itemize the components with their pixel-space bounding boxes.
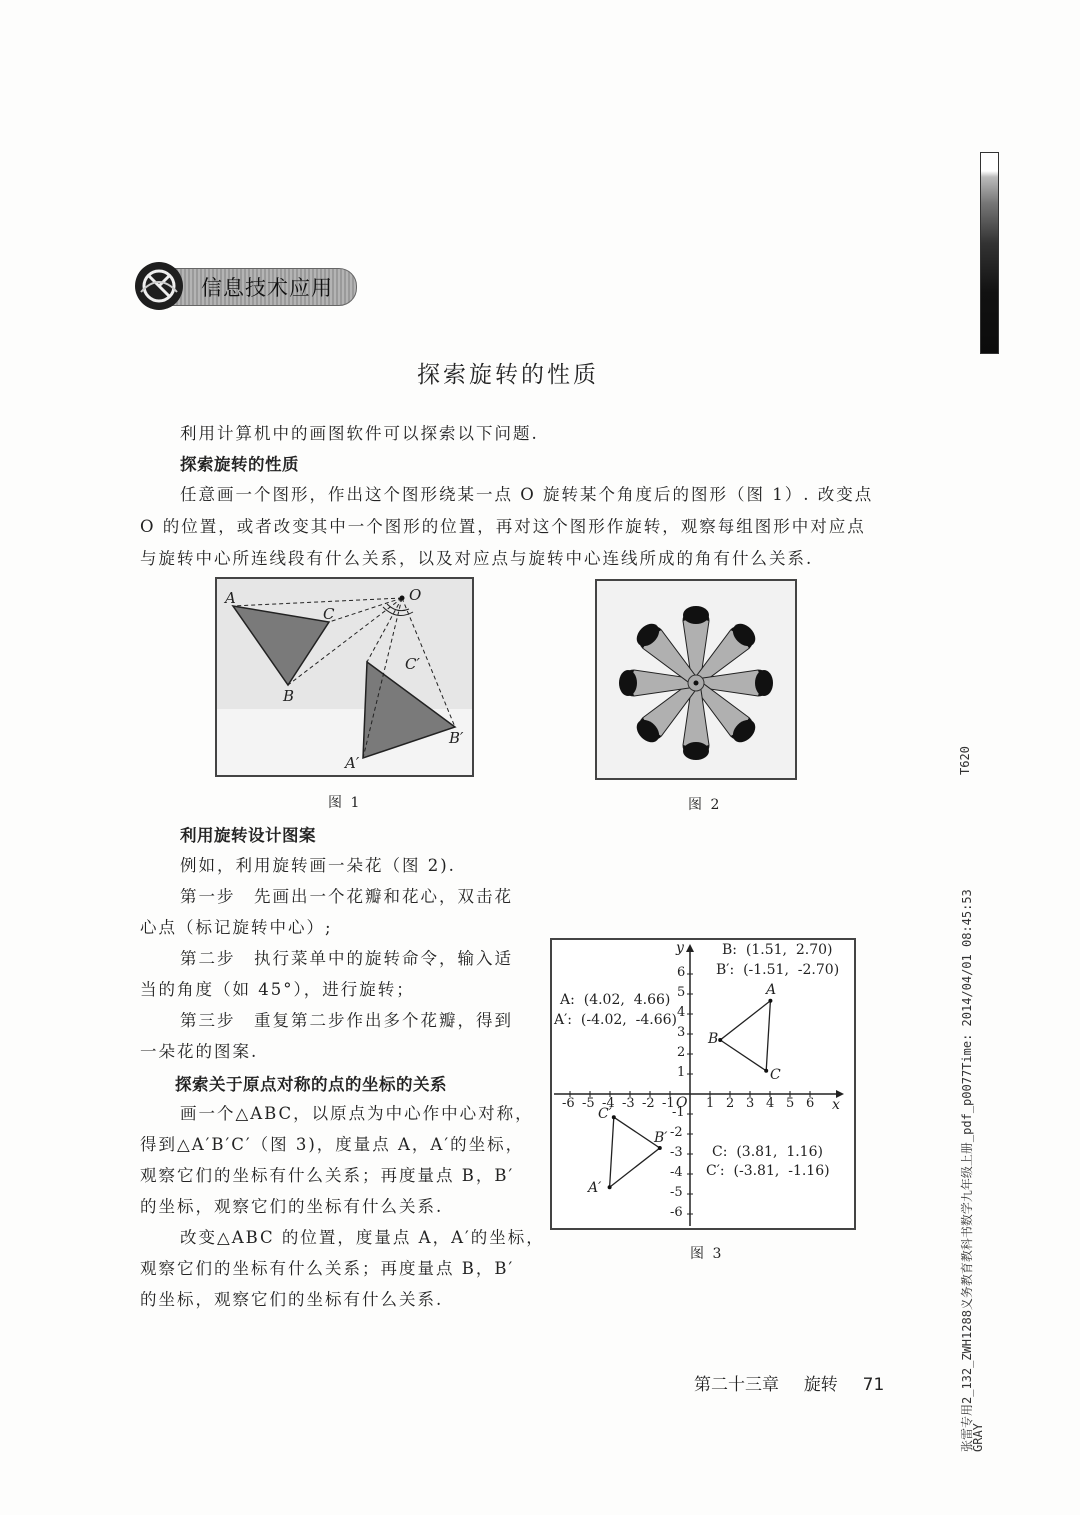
- y-axis-label: y: [676, 940, 684, 956]
- scan-gray-scale-bar: [980, 152, 999, 354]
- paragraph-line: 当的角度（如 45°），进行旋转；: [140, 980, 415, 999]
- coord-annotation-c: C: (3.81, 1.16): [712, 1144, 823, 1160]
- paragraph-line: 第一步 先画出一个花瓣和花心，双击花: [180, 887, 513, 906]
- scan-code: T620: [958, 746, 972, 775]
- paragraph-line: 观察它们的坐标有什么关系；再度量点 B，B′: [140, 1166, 515, 1185]
- paragraph-line: 例如，利用旋转画一朵花（图 2).: [180, 856, 456, 875]
- point-label-b: B: [708, 1031, 719, 1047]
- paragraph-line: 第三步 重复第二步作出多个花瓣，得到: [180, 1011, 513, 1030]
- paragraph-line: 改变△ABC 的位置，度量点 A，A′的坐标，: [180, 1228, 545, 1247]
- point-label-a-prime: A′: [588, 1180, 602, 1196]
- flower-pattern: [619, 606, 773, 760]
- coord-annotation-a-prime: A′: (-4.02, -4.66): [554, 1012, 677, 1028]
- footer-chapter: 第二十三章: [694, 1375, 779, 1395]
- section-heading-rotation-properties: 探索旋转的性质: [180, 455, 299, 474]
- coord-annotation-b: B: (1.51, 2.70): [722, 942, 833, 958]
- paragraph-line: O 的位置，或者改变其中一个图形的位置，再对这个图形作旋转，观察每组图形中对应点: [140, 517, 866, 536]
- figure-3-coordinate-plane: -6 -5 -4 -3 -2 -1 1 2 3 4 5 6 O x y 6 5 4 3 2 1 -1 -2 -3 -4 -5 -6 A B C A′ B′ C′ B: (1.51, 2.70) B′: (-1.51, -2.70) A: (4.02, 4.66) A′: (-4.02, -4.66) C: (3.81, 1.16) C′: (-3.81, -1.16): [550, 938, 856, 1230]
- paragraph-line: 任意画一个图形，作出这个图形绕某一点 O 旋转某个角度后的图形（图 1）. 改变点: [180, 485, 874, 504]
- point-label-c: C: [770, 1067, 781, 1083]
- paragraph-line: 一朵花的图案.: [140, 1042, 259, 1061]
- x-axis-label: x: [832, 1097, 840, 1113]
- paragraph-line: 画一个△ABC，以原点为中心作中心对称，: [180, 1104, 534, 1123]
- page-title: 探索旋转的性质: [417, 362, 599, 388]
- figure-3-caption: 图 3: [690, 1246, 724, 1262]
- paragraph-line: 的坐标，观察它们的坐标有什么关系.: [140, 1197, 444, 1216]
- banner-label: 信息技术应用: [201, 276, 333, 300]
- paragraph-line: 的坐标，观察它们的坐标有什么关系.: [140, 1290, 444, 1309]
- coord-annotation-b-prime: B′: (-1.51, -2.70): [716, 962, 840, 978]
- section-heading-origin-symmetry: 探索关于原点对称的点的坐标的关系: [175, 1075, 447, 1094]
- section-banner: [135, 262, 357, 310]
- footer-topic: 旋转: [803, 1375, 838, 1395]
- page-number: 71: [862, 1375, 885, 1395]
- paragraph-line: 心点（标记旋转中心）;: [140, 918, 333, 937]
- figure-2: [595, 579, 797, 780]
- scan-stamp-line2: GRAY: [971, 1423, 985, 1452]
- point-label-b-prime: B′: [449, 729, 464, 747]
- figure-2-caption: 图 2: [688, 797, 722, 813]
- scan-stamp-line1: 张雷专用2_132_ZWH1288义务教育教科书数学九年级上册_pdf_p0077Time: 2014/04/01 08:45:53: [960, 889, 974, 1452]
- paragraph-line: 得到△A′B′C′（图 3)，度量点 A，A′的坐标，: [140, 1135, 525, 1154]
- paragraph-line: 与旋转中心所连线段有什么关系，以及对应点与旋转中心连线所成的角有什么关系.: [140, 549, 814, 568]
- point-label-a: A: [766, 982, 777, 998]
- point-label-a: A: [225, 589, 236, 607]
- point-label-c-prime: C′: [598, 1106, 612, 1122]
- figure-1: [215, 577, 474, 777]
- info-tech-logo-icon: [135, 262, 183, 310]
- point-label-c: C: [323, 605, 335, 623]
- origin-label: O: [676, 1095, 688, 1111]
- point-label-a-prime: A′: [345, 754, 360, 772]
- paragraph-line: 第二步 执行菜单中的旋转命令，输入适: [180, 949, 513, 968]
- coord-annotation-a: A: (4.02, 4.66): [560, 992, 671, 1008]
- intro-text: 利用计算机中的画图软件可以探索以下问题.: [180, 424, 539, 443]
- point-label-c-prime: C′: [405, 655, 420, 673]
- point-label-b: B: [283, 687, 295, 705]
- paragraph-line: 观察它们的坐标有什么关系；再度量点 B，B′: [140, 1259, 515, 1278]
- coord-annotation-c-prime: C′: (-3.81, -1.16): [706, 1163, 830, 1179]
- page-footer: [694, 1370, 884, 1395]
- figure-1-caption: 图 1: [328, 795, 362, 811]
- section-heading-rotation-design: 利用旋转设计图案: [180, 826, 316, 845]
- point-label-b-prime: B′: [654, 1130, 668, 1146]
- point-label-o: O: [409, 586, 422, 604]
